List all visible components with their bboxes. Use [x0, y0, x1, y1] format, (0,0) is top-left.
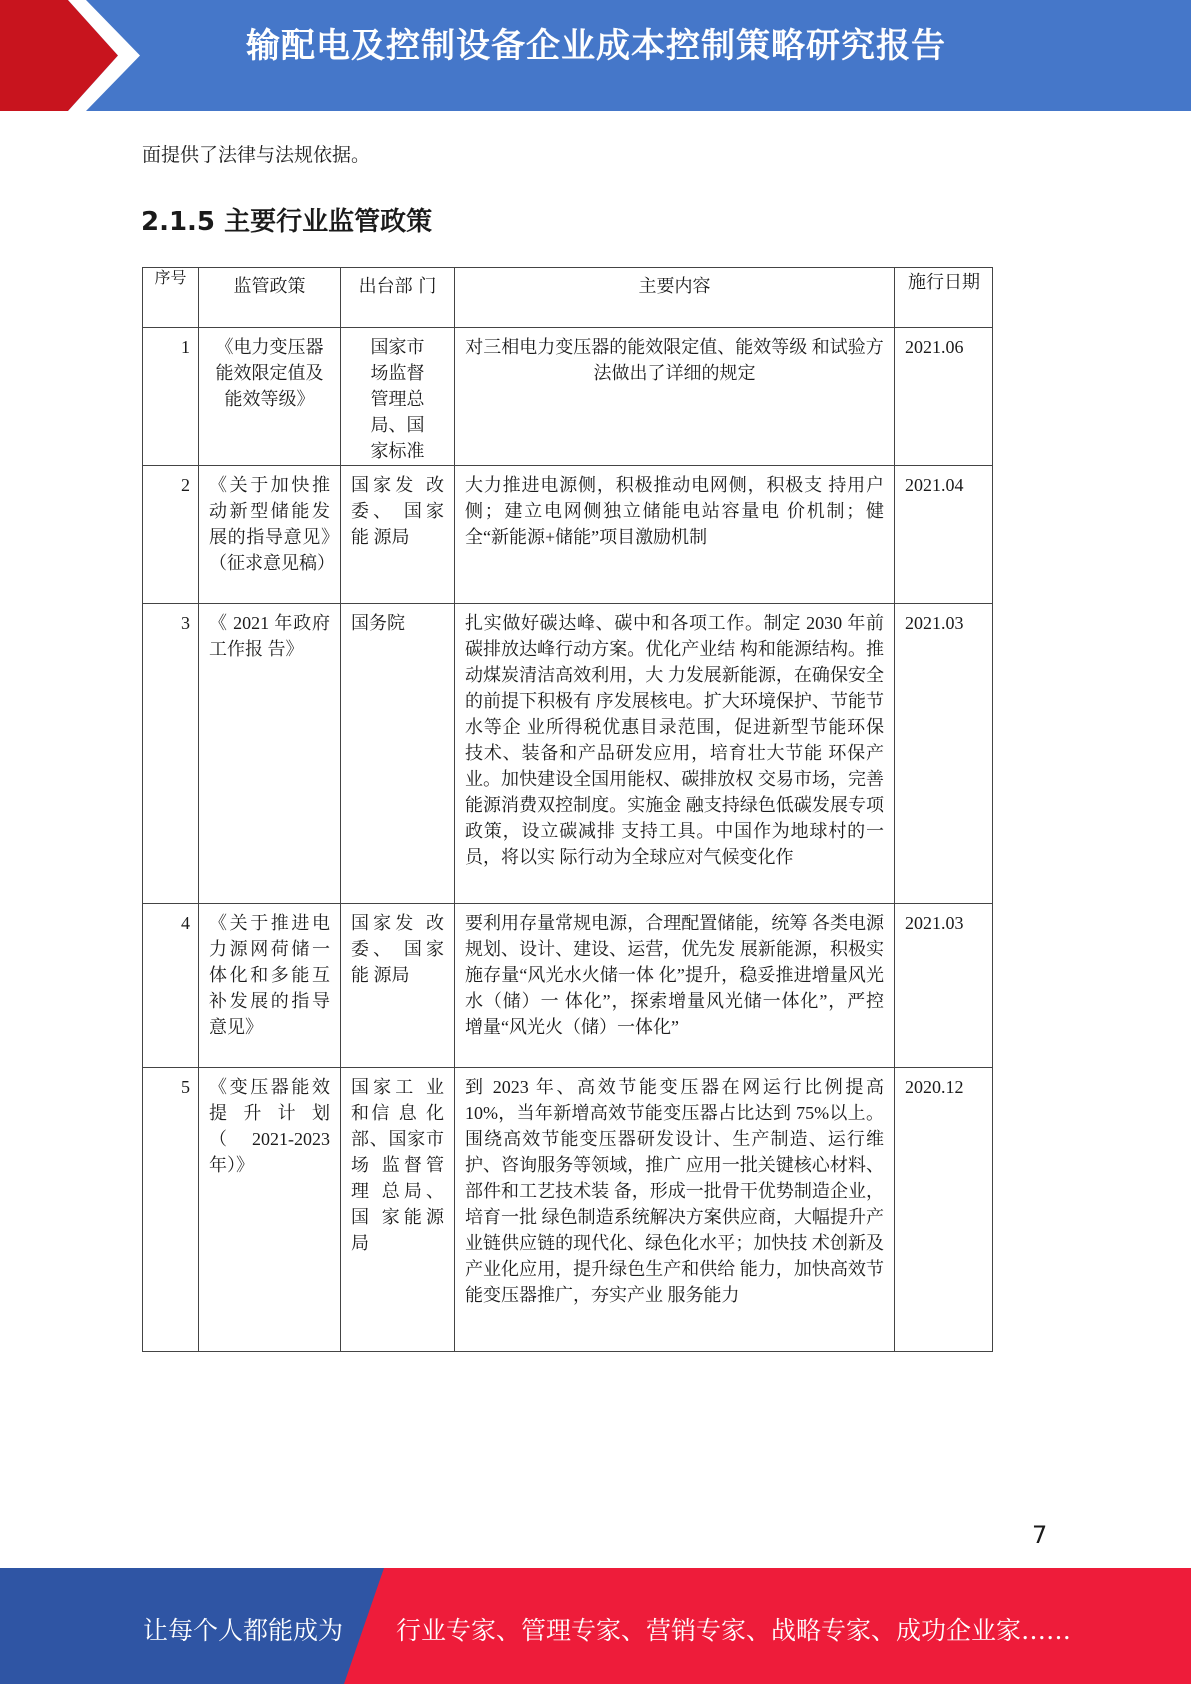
footer-slogan-left: 让每个人都能成为: [143, 1616, 344, 1645]
row4-dept: 国家发 改委、 国家能 源局: [340, 903, 454, 1067]
row3-date: 2021.03: [894, 603, 993, 903]
row1-content: 对三相电力变压器的能效限定值、能效等级 和试验方法做出了详细的规定: [454, 327, 894, 465]
header-arrow-decoration: [0, 0, 150, 111]
row1-date: 2021.06: [894, 327, 993, 465]
report-title: 输配电及控制设备企业成本控制策略研究报告: [246, 26, 946, 66]
row3-content: 扎实做好碳达峰、碳中和各项工作。制定 2030 年前碳排放达峰行动方案。优化产业结 构和能源结构。推动煤炭清洁高效利用，大 力发展新能源，在确保安全的前提下积极有 序发展核电。扩大环境保护、节能节水等企 业所得税优惠目录范围，促进新型节能环保 技术、装备和产品研发应用，培育壮大节能 环保产业。加快建设全国用能权、碳排放权 交易市场，完善能源消费双控制度。实施金 融支持绿色低碳发展专项政策，设立碳减排 支持工具。中国作为地球村的一员，将以实 际行动为全球应对气候变化作: [454, 603, 894, 903]
row2-content: 大力推进电源侧，积极推动电网侧，积极支 持用户侧；建立电网侧独立储能电站容量电 价机制；健全“新能源+储能”项目激励机制: [454, 465, 894, 603]
row4-no: 4: [142, 903, 198, 1067]
row4-policy: 《关于推进电力源网荷储一体化和多能互补发展的指导意见》: [198, 903, 340, 1067]
row5-date: 2020.12: [894, 1067, 993, 1352]
row5-policy: 《变压器能效提升计划（2021-2023年）》: [198, 1067, 340, 1352]
footer-slogan-right: 行业专家、管理专家、营销专家、战略专家、成功企业家……: [396, 1616, 1072, 1645]
section-heading: 2.1.5 主要行业监管政策: [141, 207, 433, 237]
row5-dept: 国家工 业和信 息 化部、国家市场 监督管 理 总局、国 家能源 局: [340, 1067, 454, 1352]
row5-no: 5: [142, 1067, 198, 1352]
header-policy: 监管政策: [198, 267, 340, 327]
row3-no: 3: [142, 603, 198, 903]
row2-dept: 国家发 改委、 国家能 源局: [340, 465, 454, 603]
row3-policy: 《 2021 年政府工作报 告》: [198, 603, 340, 903]
row3-dept: 国务院: [340, 603, 454, 903]
row2-date: 2021.04: [894, 465, 993, 603]
lead-paragraph: 面提供了法律与法规依据。: [142, 145, 371, 166]
header-no: 序号: [142, 267, 198, 327]
page-number: 7: [1032, 1521, 1048, 1549]
header-band: [0, 0, 1191, 111]
row2-no: 2: [142, 465, 198, 603]
row1-no: 1: [142, 327, 198, 465]
row5-content: 到 2023 年、高效节能变压器在网运行比例提高 10%，当年新增高效节能变压器占比达到 75%以上。围绕高效节能变压器研发设计、生产制造、运行维护、咨询服务等领域，推广 应用一批关键核心材料、部件和工艺技术装 备，形成一批骨干优势制造企业，培育一批 绿色制造系统解决方案供应商，大幅提升产 业链供应链的现代化、绿色化水平；加快技 术创新及产业化应用，提升绿色生产和供给 能力，加快高效节能变压器推广，夯实产业 服务能力: [454, 1067, 894, 1352]
header-dept: 出台部 门: [340, 267, 454, 327]
header-content: 主要内容: [454, 267, 894, 327]
row4-content: 要利用存量常规电源，合理配置储能，统筹 各类电源规划、设计、建设、运营，优先发 展新能源，积极实施存量“风光水火储一体 化”提升，稳妥推进增量风光水（储）一 体化”，探索增量风光储一体化”，严控 增量“风光火（储）一体化”: [454, 903, 894, 1067]
header-date: 施行日期: [894, 267, 993, 327]
row1-policy: 《电力变压器能效限定值及能效等级》: [198, 327, 340, 465]
row1-dept: 国家市场监督管理总局、国家标准: [340, 327, 454, 465]
row4-date: 2021.03: [894, 903, 993, 1067]
row2-policy: 《关于加快推动新型储能发展的指导意见》（征求意见稿）: [198, 465, 340, 603]
